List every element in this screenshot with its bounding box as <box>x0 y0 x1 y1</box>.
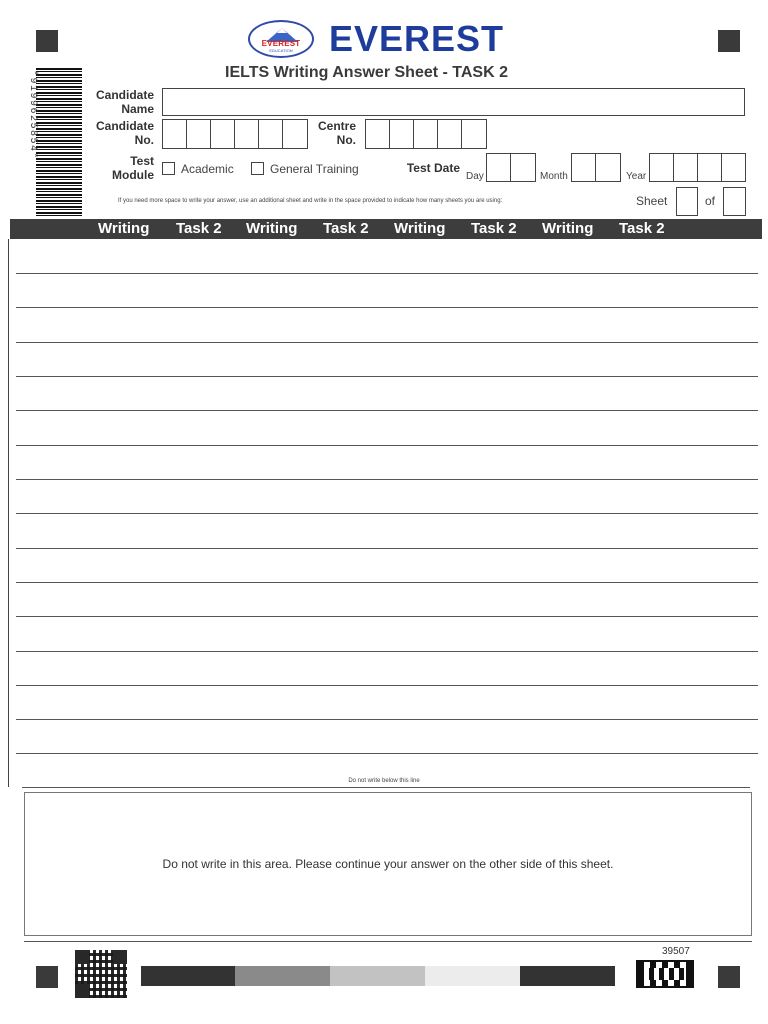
year-label: Year <box>626 171 647 182</box>
day-label: Day <box>466 171 484 182</box>
writing-line <box>16 685 758 686</box>
cut-line <box>22 787 750 788</box>
year-digit-4[interactable] <box>721 153 746 182</box>
writing-line <box>16 753 758 754</box>
month-label: Month <box>540 171 568 182</box>
writing-line <box>16 445 758 446</box>
day-digit-2[interactable] <box>510 153 536 182</box>
general-training-checkbox[interactable] <box>251 162 264 175</box>
centre-no-digit-2[interactable] <box>389 119 414 149</box>
do-not-write-below-note: Do not write below this line <box>348 778 420 784</box>
academic-label: Academic <box>181 162 234 176</box>
do-not-write-message: Do not write in this area. Please continue your answer on the other side of this sheet. <box>162 857 614 871</box>
day-digit-1[interactable] <box>486 153 511 182</box>
centre-no-digit-1[interactable] <box>365 119 390 149</box>
candidate-name-field[interactable] <box>162 88 745 116</box>
banner-text: Task 2 <box>323 220 369 237</box>
left-margin-line <box>8 239 9 787</box>
calibration-strip-dark-gray <box>235 966 330 986</box>
banner-text: Task 2 <box>176 220 222 237</box>
general-training-label: General Training <box>270 162 359 176</box>
year-digit-2[interactable] <box>673 153 698 182</box>
candidate-no-digit-3[interactable] <box>210 119 235 149</box>
data-matrix-code <box>636 960 694 988</box>
registration-mark-bottom-left <box>36 966 58 988</box>
sheet-count-note: If you need more space to write your answer, use an additional sheet and write in the space provided to indicate how many sheets you are using: <box>118 198 503 204</box>
registration-mark-top-right <box>718 30 740 52</box>
year-digit-3[interactable] <box>697 153 722 182</box>
month-digit-1[interactable] <box>571 153 596 182</box>
of-label: of <box>705 194 716 208</box>
calibration-strip-black <box>141 966 235 986</box>
writing-line <box>16 513 758 514</box>
registration-mark-top-left <box>36 30 58 52</box>
calibration-strip-black-2 <box>520 966 615 986</box>
logo-subtext: EDUCATION <box>269 48 293 53</box>
banner-text: Writing <box>394 220 446 237</box>
writing-line <box>16 342 758 343</box>
candidate-no-digit-4[interactable] <box>234 119 259 149</box>
sheet-number-field[interactable] <box>676 187 698 216</box>
test-date-label: Test Date <box>406 161 460 175</box>
writing-line <box>16 410 758 411</box>
candidate-no-digit-2[interactable] <box>186 119 211 149</box>
writing-task-banner <box>10 219 762 239</box>
barcode-number: *9199625854* <box>27 70 38 161</box>
year-digit-1[interactable] <box>649 153 674 182</box>
test-module-label: Test Module <box>112 154 154 182</box>
everest-logo <box>248 20 314 58</box>
writing-line <box>16 616 758 617</box>
banner-text: Writing <box>542 220 594 237</box>
candidate-name-label: Candidate Name <box>95 88 154 116</box>
sheet-label: Sheet <box>636 194 668 208</box>
candidate-no-label: Candidate No. <box>95 119 154 147</box>
writing-line <box>16 548 758 549</box>
calibration-strip-light-gray <box>330 966 425 986</box>
writing-line <box>16 651 758 652</box>
calibration-strip-lightest-gray <box>425 966 520 986</box>
banner-text: Task 2 <box>471 220 517 237</box>
academic-checkbox[interactable] <box>162 162 175 175</box>
banner-text: Writing <box>98 220 150 237</box>
writing-line <box>16 376 758 377</box>
writing-line <box>16 273 758 274</box>
barcode <box>36 68 82 216</box>
candidate-no-digit-1[interactable] <box>162 119 187 149</box>
form-code: 39507 <box>662 946 690 957</box>
month-digit-2[interactable] <box>595 153 621 182</box>
logo-text: EVEREST <box>261 39 301 48</box>
centre-no-digit-3[interactable] <box>413 119 438 149</box>
centre-no-digit-5[interactable] <box>461 119 487 149</box>
do-not-write-area <box>24 792 752 936</box>
banner-text: Task 2 <box>619 220 665 237</box>
candidate-no-digit-5[interactable] <box>258 119 283 149</box>
writing-line <box>16 582 758 583</box>
brand-name: EVEREST <box>329 18 505 59</box>
sheet-total-field[interactable] <box>723 187 746 216</box>
sheet-title: IELTS Writing Answer Sheet - TASK 2 <box>225 64 508 81</box>
qr-code <box>75 950 127 998</box>
banner-text: Writing <box>246 220 298 237</box>
centre-no-label: Centre No. <box>317 119 356 147</box>
writing-line <box>16 479 758 480</box>
writing-line <box>16 307 758 308</box>
writing-line <box>16 719 758 720</box>
bottom-divider <box>24 941 752 942</box>
centre-no-digit-4[interactable] <box>437 119 462 149</box>
snow-peak-icon <box>277 28 287 33</box>
registration-mark-bottom-right <box>718 966 740 988</box>
